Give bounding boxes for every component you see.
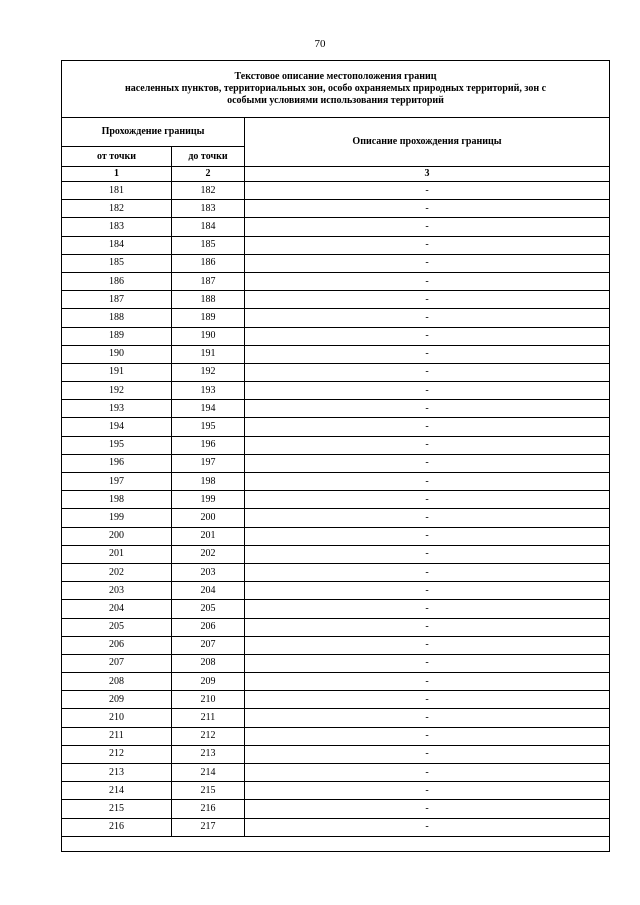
cell-to: 189 [172, 309, 245, 327]
cell-from: 201 [62, 545, 172, 563]
cell-desc: - [245, 327, 610, 345]
column-number: 1 [62, 167, 172, 182]
cell-desc: - [245, 654, 610, 672]
cell-from: 204 [62, 600, 172, 618]
table-row [62, 272, 610, 290]
table-row [62, 673, 610, 691]
cell-desc: - [245, 345, 610, 363]
table-row [62, 545, 610, 563]
cell-desc: - [245, 363, 610, 381]
table-row [62, 473, 610, 491]
table-title [62, 61, 610, 118]
cell-desc: - [245, 673, 610, 691]
cell-to: 204 [172, 582, 245, 600]
table-row [62, 200, 610, 218]
cell-desc: - [245, 473, 610, 491]
cell-to: 202 [172, 545, 245, 563]
empty-row [62, 836, 610, 851]
column-number-row [62, 167, 610, 182]
cell-from: 208 [62, 673, 172, 691]
title-row [62, 61, 610, 118]
cell-to: 207 [172, 636, 245, 654]
table-row [62, 454, 610, 472]
cell-to: 217 [172, 818, 245, 836]
cell-to: 183 [172, 200, 245, 218]
cell-desc: - [245, 782, 610, 800]
table-row [62, 363, 610, 381]
cell-from: 184 [62, 236, 172, 254]
cell-desc: - [245, 272, 610, 290]
cell-to: 209 [172, 673, 245, 691]
cell-from: 202 [62, 563, 172, 581]
cell-from: 200 [62, 527, 172, 545]
cell-from: 187 [62, 291, 172, 309]
table-row [62, 582, 610, 600]
table-row [62, 600, 610, 618]
cell-desc: - [245, 200, 610, 218]
cell-from: 212 [62, 745, 172, 763]
cell-to: 191 [172, 345, 245, 363]
table-row [62, 764, 610, 782]
cell-from: 197 [62, 473, 172, 491]
cell-from: 181 [62, 182, 172, 200]
table-row [62, 636, 610, 654]
cell-from: 199 [62, 509, 172, 527]
cell-to: 198 [172, 473, 245, 491]
boundary-table [61, 60, 610, 852]
cell-to: 200 [172, 509, 245, 527]
table-row [62, 618, 610, 636]
table-row [62, 527, 610, 545]
cell-to: 187 [172, 272, 245, 290]
table-row [62, 382, 610, 400]
cell-desc: - [245, 545, 610, 563]
table-row [62, 182, 610, 200]
cell-to: 197 [172, 454, 245, 472]
cell-from: 185 [62, 254, 172, 272]
cell-to: 185 [172, 236, 245, 254]
cell-to: 216 [172, 800, 245, 818]
cell-desc: - [245, 382, 610, 400]
cell-from: 192 [62, 382, 172, 400]
cell-from: 195 [62, 436, 172, 454]
table-title-line: населенных пунктов, территориальных зон, особо охраняемых природных территорий, зон с [124, 83, 547, 94]
table-row [62, 291, 610, 309]
cell-from: 182 [62, 200, 172, 218]
cell-to: 203 [172, 563, 245, 581]
cell-to: 205 [172, 600, 245, 618]
table-row [62, 491, 610, 509]
table-row [62, 563, 610, 581]
cell-from: 198 [62, 491, 172, 509]
cell-desc: - [245, 454, 610, 472]
cell-from: 193 [62, 400, 172, 418]
table-row [62, 800, 610, 818]
cell-to: 182 [172, 182, 245, 200]
cell-desc: - [245, 745, 610, 763]
cell-to: 188 [172, 291, 245, 309]
cell-from: 216 [62, 818, 172, 836]
cell-desc: - [245, 818, 610, 836]
table-row [62, 727, 610, 745]
cell-desc: - [245, 727, 610, 745]
cell-from: 214 [62, 782, 172, 800]
cell-to: 208 [172, 654, 245, 672]
cell-desc: - [245, 636, 610, 654]
cell-to: 190 [172, 327, 245, 345]
cell-to: 212 [172, 727, 245, 745]
cell-desc: - [245, 527, 610, 545]
cell-desc: - [245, 491, 610, 509]
table-title-line: Текстовое описание местоположения границ [234, 71, 437, 82]
cell-desc: - [245, 618, 610, 636]
cell-to: 214 [172, 764, 245, 782]
cell-desc: - [245, 254, 610, 272]
cell-from: 194 [62, 418, 172, 436]
cell-desc: - [245, 418, 610, 436]
column-number: 2 [172, 167, 245, 182]
cell-desc: - [245, 236, 610, 254]
cell-desc: - [245, 291, 610, 309]
cell-desc: - [245, 582, 610, 600]
cell-desc: - [245, 800, 610, 818]
table-row [62, 709, 610, 727]
header-passage: Прохождение границы [62, 118, 245, 147]
cell-from: 210 [62, 709, 172, 727]
cell-from: 191 [62, 363, 172, 381]
cell-from: 207 [62, 654, 172, 672]
page-number: 70 [314, 38, 326, 50]
cell-to: 215 [172, 782, 245, 800]
header-to: до точки [172, 147, 245, 167]
table-row [62, 782, 610, 800]
table-row [62, 745, 610, 763]
cell-desc: - [245, 400, 610, 418]
table-row [62, 418, 610, 436]
cell-from: 205 [62, 618, 172, 636]
cell-desc: - [245, 309, 610, 327]
cell-to: 199 [172, 491, 245, 509]
table-row [62, 327, 610, 345]
cell-from: 183 [62, 218, 172, 236]
table-row [62, 309, 610, 327]
cell-from: 206 [62, 636, 172, 654]
cell-to: 193 [172, 382, 245, 400]
cell-to: 192 [172, 363, 245, 381]
table-row [62, 436, 610, 454]
header-row [62, 118, 610, 147]
cell-desc: - [245, 509, 610, 527]
cell-to: 201 [172, 527, 245, 545]
column-number: 3 [245, 167, 610, 182]
cell-from: 211 [62, 727, 172, 745]
empty-cell [62, 836, 610, 851]
table-row [62, 654, 610, 672]
cell-to: 194 [172, 400, 245, 418]
cell-desc: - [245, 691, 610, 709]
table-row [62, 818, 610, 836]
cell-to: 210 [172, 691, 245, 709]
header-description: Описание прохождения границы [245, 118, 610, 167]
table-row [62, 691, 610, 709]
cell-to: 213 [172, 745, 245, 763]
cell-from: 215 [62, 800, 172, 818]
cell-from: 186 [62, 272, 172, 290]
cell-desc: - [245, 182, 610, 200]
table-row [62, 236, 610, 254]
cell-from: 196 [62, 454, 172, 472]
table-row [62, 254, 610, 272]
cell-from: 188 [62, 309, 172, 327]
cell-from: 213 [62, 764, 172, 782]
cell-desc: - [245, 563, 610, 581]
cell-desc: - [245, 218, 610, 236]
table-row [62, 218, 610, 236]
header-from: от точки [62, 147, 172, 167]
cell-desc: - [245, 436, 610, 454]
cell-from: 203 [62, 582, 172, 600]
cell-desc: - [245, 709, 610, 727]
cell-desc: - [245, 600, 610, 618]
cell-to: 211 [172, 709, 245, 727]
cell-from: 190 [62, 345, 172, 363]
cell-to: 184 [172, 218, 245, 236]
cell-desc: - [245, 764, 610, 782]
cell-to: 186 [172, 254, 245, 272]
cell-from: 209 [62, 691, 172, 709]
cell-to: 195 [172, 418, 245, 436]
cell-to: 206 [172, 618, 245, 636]
table-row [62, 509, 610, 527]
table-title-line: особыми условиями использования территорий [227, 95, 444, 106]
cell-from: 189 [62, 327, 172, 345]
table-body [62, 61, 610, 852]
table-row [62, 345, 610, 363]
table-row [62, 400, 610, 418]
cell-to: 196 [172, 436, 245, 454]
